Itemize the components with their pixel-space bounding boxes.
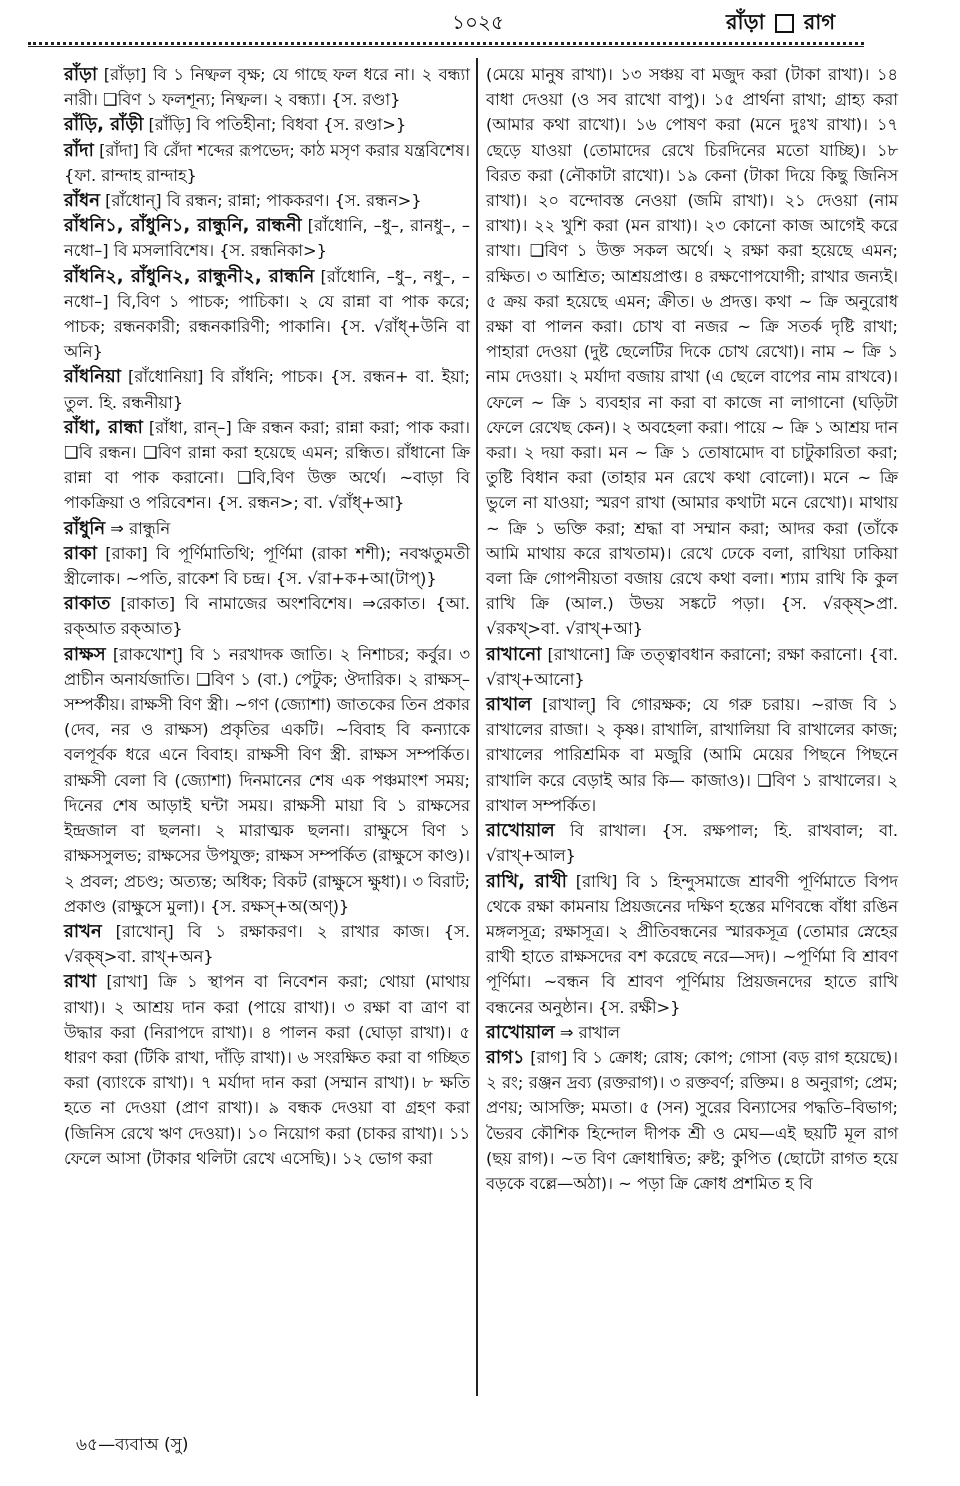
dictionary-entry [64,969,470,1171]
headword: রাঁধনি২, রাঁধুনি২, রান্ধুনী২, রান্ধনি [64,265,315,287]
guide-word-first: রাঁড়া [726,10,765,34]
headword: রাঁদা [64,139,94,161]
dictionary-entry [64,364,470,414]
definition-text: [রাকা] বি পূর্ণিমাতিথি; পূর্ণিমা (রাকা শশী); নবঋতুমতী স্ত্রীলোক। ~পতি, রাকেশ বি চন্দ্র। {স. √রা+ক+আ(টাপ্)} [64,543,470,589]
dictionary-entry [64,213,470,263]
dictionary-entry [486,692,898,818]
guide-separator-box [775,14,794,33]
page-number: ১০২৫ [452,10,504,34]
dictionary-entry [64,516,470,541]
footer-signature: ৬৫—ব্যবাঅ (সু) [76,1435,189,1455]
headword: রাখি, রাখী [486,870,567,892]
headword: রাঁধা, রান্ধা [64,416,143,438]
dictionary-entry [486,642,898,692]
dictionary-entry [64,264,470,365]
definition-text: [রাখানো] ক্রি তত্ত্বাবধান করানো; রক্ষা করানো। {বা. √রাখ্+আনো} [486,644,898,689]
headword: রাকা [64,542,97,564]
headword: রাখোয়াল [486,1021,555,1043]
headword: রাগ১ [486,1046,525,1068]
headword: রাক্ষস [64,643,106,665]
dictionary-entry [64,541,470,591]
dictionary-entry [64,919,470,969]
definition-text: [রাঁধোনিয়া] বি রাঁধনি; পাচক। {স. রন্ধন+ বা. ইয়া; তুল. হি. রন্ধনীয়া} [64,367,470,412]
definition-text: [রাকাত] বি নামাজের অংশবিশেষ। ⇒রেকাত। {আ. রক্আত রক্আত} [64,594,470,639]
dictionary-entry [64,415,470,516]
definition-text: [রাঁধোনি, –ধু–, নধু–, –নধো–] বি,বিণ ১ পাচক; পাচিকা। ২ যে রান্না বা পাক করে; পাচক; রন্ধনকারী; রন্ধনকারিণী; পাকানি। {স. √রাঁধ্+উনি বা অনি} [64,266,471,362]
right-column [486,62,898,1196]
definition-text: [রাঁড়া] বি ১ নিষ্ফল বৃক্ষ; যে গাছে ফল ধরে না। ২ বন্ধ্যা নারী। ❑বিণ ১ ফলশূন্য; নিষ্ফল। ২ বন্ধ্যা। {স. রণ্ডা} [64,65,470,110]
headword: রাঁড়ি, রাঁড়ী [64,114,144,136]
headword: রাখোয়াল [486,820,555,842]
definition-text: ⇒ রান্ধুনি [105,518,171,538]
definition-text: [রাখোন্] বি ১ রক্ষাকরণ। ২ রাখার কাজ। {স. √রক্ষ্>বা. রাখ্+অন} [64,921,470,967]
dictionary-entry [486,62,898,642]
definition-text: [রাখা] ক্রি ১ স্থাপন বা নিবেশন করা; থোয়া (মাথায় রাখা)। ২ আশ্রয় দান করা (পায়ে রাখা)। ৩ রক্ষা বা ত্রাণ বা উদ্ধার করা (নিরাপদে রাখা)। ৪ পালন করা (ঘোড়া রাখা)। ৫ ধারণ করা (টিকি রাখা, দাঁড়ি রাখা)। ৬ সংরক্ষিত করা বা গচ্ছিত করা (ব্যাংকে রাখা)। ৭ মর্যাদা দান করা (সম্মান রাখা)। ৮ ক্ষতি হতে না দেওয়া (প্রাণ রাখা)। ৯ বন্ধক দেওয়া বা গ্রহণ করা (জিনিস রেখে ঋণ দেওয়া)। ১০ নিয়োগ করা (চাকর রাখা)। ১১ ফেলে আসা (টাকার থলিটা রেখে এসেছি)। ১২ ভোগ করা [64,972,470,1168]
definition-text: ⇒ রাখাল [554,1022,620,1042]
definition-text: [রাঁড়ি] বি পতিহীনা; বিধবা {স. রণ্ডা>} [143,115,407,135]
headword: রাখা [64,971,97,993]
headword: রাখন [64,920,102,942]
headword: রাকাত [64,593,111,615]
headword: রাঁধনি১, রাঁধুনি১, রান্ধুনি, রান্ধনী [64,215,302,237]
dictionary-entry [64,138,470,188]
dictionary-entry [486,1045,898,1196]
header-rule [28,46,864,47]
dictionary-entry [64,642,470,919]
definition-text: [রাঁধোন্] বি রন্ধন; রান্না; পাককরণ। {স. রন্ধন>} [99,191,422,211]
dictionary-entry [486,1020,898,1045]
definition-text: [রাখাল্] বি গোরক্ষক; যে গরু চরায়। ~রাজ বি ১ রাখালের রাজা। ২ কৃষ্ণ। রাখালি, রাখালিয়া বি রাখালের কাজ; রাখালের পারিশ্রমিক বা মজুরি (আমি মেয়ের পিছনে পিছনে রাখালি করে বেড়াই আর কি— কাজাও)। ❑বিণ ১ রাখালের। ২ রাখাল সম্পর্কিত। [486,695,898,815]
header-rule-dotted [28,42,864,45]
definition-text: [রাকখোশ্] বি ১ নরখাদক জাতি। ২ নিশাচর; কর্বুর। ৩ প্রাচীন অনার্যজাতি। ❑বিণ ১ (বা.) পেটুক; ঔদারিক। ২ রাক্ষস্–সম্পর্কীয়। রাক্ষসী বিণ স্ত্রী। ~গণ (জ্যোশা) জাতকের তিন প্রকার (দেব, নর ও রাক্ষস) প্রকৃতির একটি। ~বিবাহ বি কন্যাকে বলপূর্বক ধরে এনে বিবাহ। রাক্ষসী বিণ স্ত্রী. রাক্ষস সম্পর্কিত। রাক্ষসী বেলা বি (জ্যোশা) দিনমানের শেষ এক পঞ্চমাংশ সময়; দিনের শেষ আড়াই ঘন্টা সময়। রাক্ষসী মায়া বি ১ রাক্ষসের ইন্দ্রজাল বা ছলনা। ২ মারাত্মক ছলনা। রাক্ষুসে বিণ ১ রাক্ষসসুলভ; রাক্ষসের উপযুক্ত; রাক্ষস সম্পর্কিত (রাক্ষুসে কাণ্ড)। ২ প্রবল; প্রচণ্ড; অত্যন্ত; অধিক; বিকট (রাক্ষুসে ক্ষুধা)। ৩ বিরাট; প্রকাণ্ড (রাক্ষুসে মুলা)। {স. রক্ষস্+অ(অণ্)} [64,644,470,916]
definition-text: (মেয়ে মানুষ রাখা)। ১৩ সঞ্চয় বা মজুদ করা (টাকা রাখা)। ১৪ বাধা দেওয়া (ও সব রাখো বাপু)। ১৫ প্রার্থনা রাখা; গ্রাহ্য করা (আমার কথা রাখো)। ১৬ পোষণ করা (মনে দুঃখ রাখা)। ১৭ ছেড়ে যাওয়া (তোমাদের রেখে চিরদিনের মতো যাচ্ছি)। ১৮ বিরত করা (নৌকাটা রাখো)। ১৯ কেনা (টাকা দিয়ে কিছু জিনিস রাখা)। ২০ বন্দোবস্ত নেওয়া (জমি রাখা)। ২১ দেওয়া (নাম রাখা)। ২২ খুশি করা (মন রাখা)। ২৩ কোনো কাজ আগেই করে রাখা। ❑বিণ ১ উক্ত সকল অর্থে। ২ রক্ষা করা হয়েছে এমন; রক্ষিত। ৩ আশ্রিত; আশ্রয়প্রাপ্ত। ৪ রক্ষণোপযোগী; রাখার জন্যই। ৫ ক্রয় করা হয়েছে এমন; ক্রীত। ৬ প্রদত্ত। কথা ~ ক্রি অনুরোধ রক্ষা বা পালন করা। চোখ বা নজর ~ ক্রি সতর্ক দৃষ্টি রাখা; পাহারা দেওয়া (দুষ্ট ছেলেটির দিকে চোখ রেখো)। নাম ~ ক্রি ১ নাম দেওয়া। ২ মর্যাদা বজায় রাখা (এ ছেলে বাপের নাম রাখবে)। ফেলে ~ ক্রি ১ ব্যবহার না করা বা কাজে না লাগানো (ঘড়িটা ফেলে রেখেছ কেন)। ২ অবহেলা করা। পায়ে ~ ক্রি ১ আশ্রয় দান করা। ২ দয়া করা। মন ~ ক্রি ১ তোষামোদ বা চাটুকারিতা করা; তুষ্টি বিধান করা (তাহার মন রেখে কথা বোলো)। মনে ~ ক্রি ভুলে না যাওয়া; স্মরণ রাখা (আমার কথাটা মনে রেখো)। মাথায় ~ ক্রি ১ ভক্তি করা; শ্রদ্ধা বা সম্মান করা; আদর করা (তাঁকে আমি মাথায় করে রাখতাম)। রেখে ঢেকে বলা, রাখিয়া ঢাকিয়া বলা ক্রি গোপনীয়তা বজায় রেখে কথা বলা। শ্যাম রাখি কি কুল রাখি ক্রি (আল.) উভয় সঙ্কটে পড়া। {স. √রক্ষ্>প্রা. √রকখ্>বা. √রাখ্+আ} [486,65,898,639]
definition-text: [রাঁধোনি, –ধু–, রানধু–, –নধো–] বি মসলাবিশেষ। {স. রন্ধনিকা>} [64,216,471,261]
dictionary-entry [64,62,470,112]
definition-text: বি রাখাল। {স. রক্ষপাল; হি. রাখবাল; বা. √রাখ্+আল} [486,821,898,866]
definition-text: [রাগ] বি ১ ক্রোধ; রোষ; কোপ; গোসা (বড় রাগ হয়েছে)। ২ রং; রঞ্জন দ্রব্য (রক্তরাগ)। ৩ রক্তবর্ণ; রক্তিম। ৪ অনুরাগ; প্রেম; প্রণয়; আসক্তি; মমতা। ৫ (সন) সুরের বিন্যাসের পদ্ধতি–বিভাগ; ভৈরব কৌশিক হিন্দোল দীপক শ্রী ও মেঘ—এই ছয়টি মূল রাগ (ছয় রাগ)। ~ত বিণ ক্রোধান্বিত; রুষ্ট; কুপিত (ছোটো রাগত হয়ে বড়কে বল্লে—অঠা)। ~ পড়া ক্রি ক্রোধ প্রশমিত হ বি [486,1047,898,1193]
headword: রাখানো [486,643,542,665]
guide-words [726,6,835,41]
column-divider [476,58,478,1396]
definition-text: [রাঁদা] বি রেঁদা শব্দের রূপভেদ; কাঠ মসৃণ করার যন্ত্রবিশেষ। {ফা. রান্দাহ রান্দাহ} [64,140,470,185]
guide-word-last: রাগ [803,10,836,34]
dictionary-entry [64,112,470,137]
dictionary-entry [486,869,898,1020]
headword: রাঁধনিয়া [64,366,121,388]
headword: রাখাল [486,694,532,716]
headword: রাঁধন [64,190,100,212]
dictionary-entry [64,188,470,213]
left-column [64,62,470,1171]
definition-text: [রাঁধা, রান্–] ক্রি রন্ধন করা; রান্না করা; পাক করা। ❑বি রন্ধন। ❑বিণ রান্না করা হয়েছে এমন; রন্ধিত। রাঁধানো ক্রি রান্না বা পাক করানো। ❑বি,বিণ উক্ত অর্থে। ~বাড়া বি পাকক্রিয়া ও পরিবেশন। {স. রন্ধন>; বা. √রাঁধ্+আ} [64,417,470,513]
definition-text: [রাখি] বি ১ হিন্দুসমাজে শ্রাবণী পূর্ণিমাতে বিপদ থেকে রক্ষা কামনায় প্রিয়জনের দক্ষিণ হস্তের মণিবন্ধে বাঁধা রঙিন মঙ্গলসূত্র; রক্ষাসূত্র। ২ প্রীতিবন্ধনের স্মারকসূত্র (তোমার স্নেহের রাখী হাতে রাক্ষসদের বশ করেছে নরে—সদ)। ~পূর্ণিমা বি শ্রাবণ পূর্ণিমা। ~বন্ধন বি শ্রাবণ পূর্ণিমায় প্রিয়জনদের হাতে রাখি বন্ধনের অনুষ্ঠান। {স. রক্ষী>} [486,871,898,1017]
headword: রাঁধুনি [64,517,106,539]
headword: রাঁড়া [64,64,98,85]
dictionary-entry [486,818,898,868]
dictionary-entry [64,591,470,641]
